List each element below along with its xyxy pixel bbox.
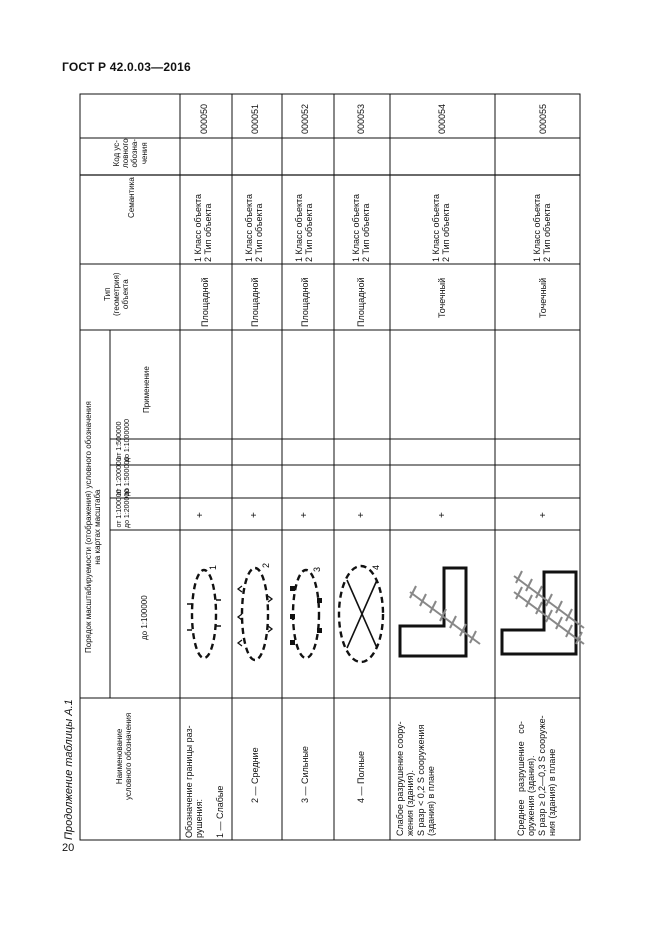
medium-building-destruction-symbol (498, 562, 592, 662)
row-1-mark: + (195, 512, 206, 518)
header-scale-500k: от 1:200000 до 1:500000 (116, 456, 132, 496)
row-4-semantics: 1 Класс объекта 2 Тип объекта (351, 193, 372, 262)
row-1-geometry: Площадной (200, 277, 210, 327)
header-note: Применение (142, 366, 151, 413)
row-2-mark: + (249, 512, 260, 518)
header-scale-100k: до 1:100000 (140, 595, 149, 640)
strong-destruction-boundary-symbol (284, 560, 332, 670)
medium-symbol-label: 2 (261, 562, 271, 568)
weak-symbol-label: 1 (208, 564, 218, 570)
header-scale-200k: от 1:100000 до 1:200000 (116, 488, 132, 528)
row-3-semantics: 1 Класс объекта 2 Тип объекта (294, 193, 315, 262)
row-5-geometry: Точечный (437, 277, 447, 318)
row-5-code: 000054 (437, 103, 447, 134)
header-order-group: Порядок масштабируемости (отображения) условного обозначения на картах масштаба (84, 401, 103, 653)
header-semantics: Семантика (127, 177, 136, 218)
header-geometry: Тип (геометрия) объекта (103, 272, 131, 316)
full-destruction-boundary-symbol (335, 558, 389, 672)
row-5-mark: + (437, 512, 448, 518)
document-header: ГОСТ Р 42.0.03—2016 (62, 60, 191, 74)
header-scale-1m: от 1:500000 до 1:1000000 (116, 418, 132, 462)
row-4-code: 000053 (356, 103, 366, 134)
row-6-geometry: Точечный (538, 277, 548, 318)
row-4-geometry: Площадной (356, 277, 366, 327)
table-caption: Продолжение таблицы А.1 (63, 699, 75, 840)
row-3-geometry: Площадной (300, 277, 310, 327)
row-4-mark: + (356, 512, 367, 518)
weak-building-destruction-symbol (396, 560, 490, 664)
row-2-geometry: Площадной (250, 277, 260, 327)
row-3-name: 3 — Сильные (300, 746, 310, 803)
row-6-mark: + (538, 512, 549, 518)
strong-symbol-label: 3 (312, 566, 322, 572)
row-1-code: 000050 (199, 103, 209, 134)
header-name: Наименование условного обозначения (115, 712, 134, 800)
row-2-semantics: 1 Класс объекта 2 Тип объекта (244, 193, 265, 262)
header-code: Код ус- ловного обозна- чения (112, 138, 149, 168)
page-number: 20 (62, 842, 75, 854)
row-6-code: 000055 (538, 103, 548, 134)
row-5-semantics: 1 Класс объекта 2 Тип объекта (431, 193, 452, 262)
row-4-name: 4 — Полные (356, 751, 366, 803)
row-1-name: Обозначение границы раз- рушения: 1 — Слабые (184, 725, 226, 838)
row-1-semantics: 1 Класс объекта 2 Тип объекта (193, 193, 214, 262)
row-6-semantics: 1 Класс объекта 2 Тип объекта (532, 193, 553, 262)
row-2-code: 000051 (250, 103, 260, 134)
full-symbol-label: 4 (371, 564, 381, 570)
row-3-code: 000052 (300, 103, 310, 134)
row-3-mark: + (299, 512, 310, 518)
row-2-name: 2 — Средние (250, 747, 260, 803)
weak-destruction-boundary-symbol (182, 560, 230, 670)
row-6-name: Среднее разрушение со- оружения (здания). S разр ≥ 0,2—0,3 S сооруже- ния (здания) в плане (516, 715, 558, 836)
row-5-name: Слабое разрушение соору- жения (здания). S разр < 0,2 S сооружения (здания) в плане (395, 721, 437, 836)
medium-destruction-boundary-symbol (233, 556, 281, 672)
